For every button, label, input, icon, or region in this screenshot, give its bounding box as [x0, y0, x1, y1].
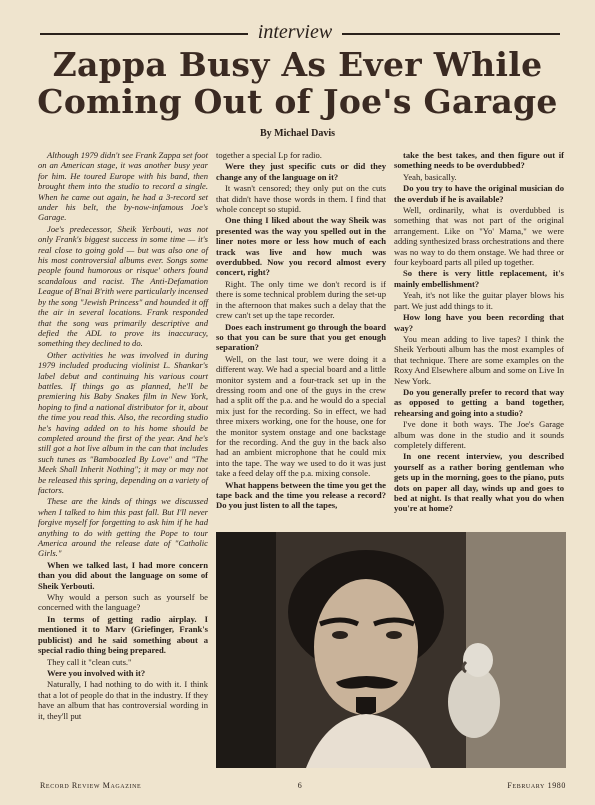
footer-magazine: Record Review Magazine [40, 781, 142, 790]
interview-question: One thing I liked about the way Sheik was presented was the way you spelled out in the liner notes more or less how much of each track was live and how much was overdubbed. Now you record almost every concert, right? [216, 215, 386, 278]
interview-answer: Naturally, I had nothing to do with it. I think that a lot of people do that in the industry. If they have an album that has controversial wording in it, they'll put [38, 679, 208, 721]
byline: By Michael Davis [260, 128, 335, 139]
footer-page-number: 6 [297, 781, 303, 790]
interview-question: How long have you been recording that way? [394, 312, 564, 333]
intro-paragraph: These are the kinds of things we discussed when I talked to him this past fall. But I'll never forgive myself for forgetting to ask him if he had anything to do with getting the Pope to tour America around the release date of "Catholic Girls." [38, 496, 208, 559]
footer-date: February 1980 [507, 781, 566, 790]
photo-portrait [216, 532, 566, 768]
interview-answer: Right. The only time we don't record is if there is some technical problem during the set-up in the afternoon that makes such a delay that the crew can't set up the tape recorder. [216, 278, 386, 321]
interview-answer: They call it "clean cuts." [47, 656, 132, 667]
portrait-illustration [216, 532, 566, 768]
interview-answer: You mean adding to live tapes? I think the Sheik Yerbouti album has the most examples of that technique. There are some examples on the Roxy And Elsewhere album and some on Live In New York. [394, 333, 564, 386]
interview-answer: Why would a person such as yourself be concerned with the language? [38, 592, 208, 613]
interview-question: Do you generally prefer to record that way as opposed to getting a band together, rehearsing and going into a studio? [394, 386, 564, 418]
intro-paragraph: Other activities he was involved in during 1979 included producing violinist L. Shankar's label debut and continuing his various court battles. If things go as planned, he'll be premiering his Baby Snakes film in New York, hoping to find a national distributor for it, about the time you read this. Also, the recording studio he's having added on to his home should be completed around the first of the year. And he's still got a hot live album in the can that includes such tunes as "Bamboozled By Love" and "The Meek Shall Inherit Nothing"; it may or may not be released this spring, depending on a variety of factors. [38, 349, 208, 495]
interview-answer: Yeah, it's not like the guitar player blows his part. We just add things to it. [394, 290, 564, 311]
interview-question: Does each instrument go through the board so that you can be sure that you get enough separation? [216, 321, 386, 353]
interview-answer: Well, ordinarily, what is overdubbed is something that was not part of the original arrangement. Like on "Yo' Mama," we were adding synthesized brass orchestrations and there was no way to do them onstage. We had three or four keyboard parts all piled up together. [394, 205, 564, 268]
interview-question: Were you involved with it? [47, 667, 146, 678]
interview-answer: It wasn't censored; they only put on the cuts that didn't have those words in them. I find that whole concept so stupid. [216, 183, 386, 215]
interview-question: take the best takes, and then figure out if something needs to be overdubbed? [394, 150, 564, 171]
section-label: interview [257, 21, 333, 43]
text-column-1 [38, 150, 208, 750]
interview-question: Do you try to have the original musician do the overdub if he is available? [394, 183, 564, 204]
section-rule-right [342, 33, 560, 35]
interview-question: In terms of getting radio airplay. I mentioned it to Marv (Griefinger, Frank's publicist) and he said something about a special radio thing being prepared. [38, 613, 208, 656]
intro-paragraph: Joe's predecessor, Sheik Yerbouti, was not only Frank's biggest success in some time — it's real close to going gold — but was also one of his most controversial albums ever. Songs some people found humorous or risque' others found scandalous and racist. The Anti-Defamation League of B'nai B'rith were particularly incensed by the song "Jewish Princess" and hounded it off the air in several locations. Frank responded that the song was primarily descriptive and defied the ADL to prove its inaccuracy, something they declined to do. [38, 223, 208, 349]
section-rule-left [40, 33, 248, 35]
interview-question: Were they just specific cuts or did they change any of the language on it? [216, 161, 386, 182]
intro-paragraph: Although 1979 didn't see Frank Zappa set foot on an American stage, it was another busy year for him. He toured Europe with his band, then brought them into the studio to record a single. When he came out again, he had a 3-record set under his belt, the by-now-infamous Joe's Garage. [38, 150, 208, 223]
text-column-2 [216, 150, 386, 530]
interview-answer: I've done it both ways. The Joe's Garage album was done in the studio and it sounds completely different. [394, 419, 564, 450]
headline: Zappa Busy As Ever While Coming Out of Joe's Garage [37, 45, 558, 121]
text-column-3 [394, 150, 564, 535]
interview-answer: Yeah, basically. [403, 171, 457, 182]
interview-question: What happens between the time you get the tape back and the time you release a record? Do you just listen to all the tapes, [216, 479, 386, 511]
interview-question: In one recent interview, you described yourself as a rather boring gentleman who gets up in the morning, goes to the piano, puts dots on paper all day, winds up and goes to bed at night. Is that really what you do when you're at home? [394, 451, 564, 514]
interview-question: When we talked last, I had more concern than you did about the language on some of Sheik Yerbouti. [38, 559, 208, 591]
interview-answer: Well, on the last tour, we were doing it a different way. We had a special board and a little monitor system and a four-track set up in the dressing room and one of the guys in the crew had a split off the p.a. and he would do a special mix just for the recording. So in effect, we had three mixers working, one for the house, one for the monitor system onstage and one backstage for the recording. And the guy in the back also had an ambient microphone that he could mix into the tape. The way we used to do it was just take a feed delay off the p.a. mixing console. [216, 353, 386, 479]
interview-answer: together a special Lp for radio. [216, 150, 322, 160]
interview-question: So there is very little replacement, it's mainly embellishment? [394, 268, 564, 289]
